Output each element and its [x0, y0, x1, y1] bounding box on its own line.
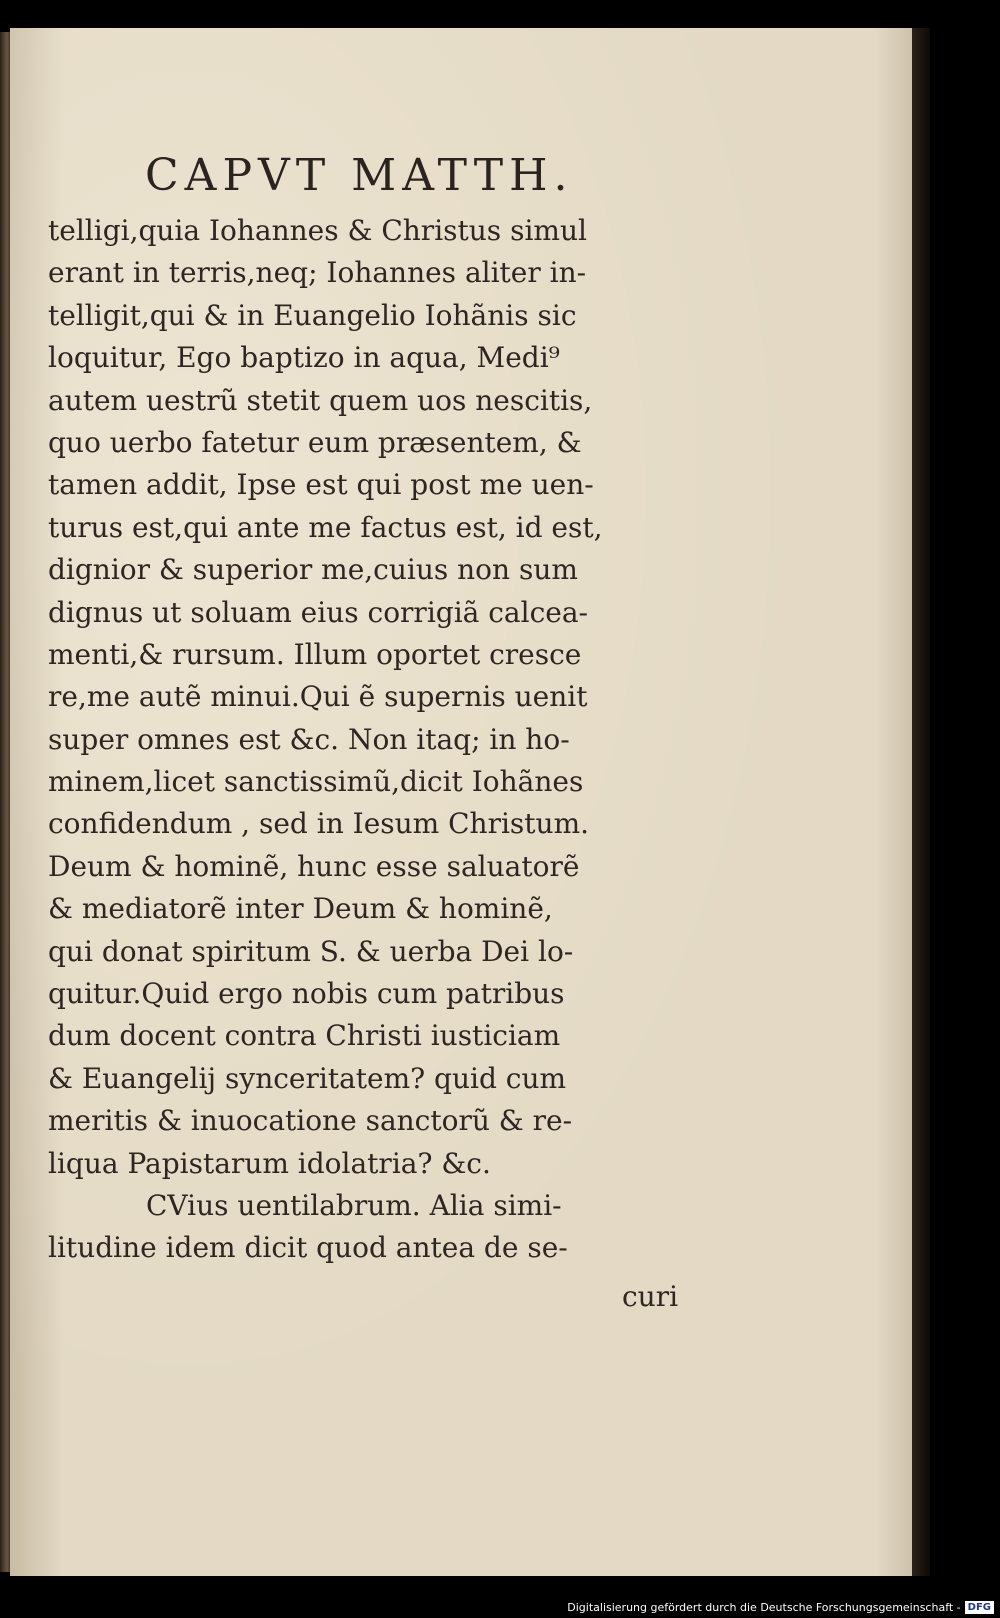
text-line: erant in terris,neq; Iohannes aliter in- — [48, 256, 587, 290]
running-head: CAPVT MATTH. — [145, 150, 574, 201]
text-line: dignior & superior me,cuius non sum — [48, 553, 578, 587]
text-line: loquitur, Ego baptizo in aqua, Medi⁹ — [48, 341, 560, 375]
text-line: qui donat spiritum S. & uerba Dei lo- — [48, 934, 574, 968]
text-line: liqua Papistarum idolatria? &c. — [48, 1146, 491, 1180]
text-line: dum docent contra Christi iusticiam — [48, 1019, 561, 1053]
text-line: quo uerbo fatetur eum præsentem, & — [48, 425, 582, 459]
dfg-logo: DFG — [965, 1601, 994, 1614]
text-line: quitur.Quid ergo nobis cum patribus — [48, 977, 565, 1011]
text-line: & Euangelij synceritatem? quid cum — [48, 1061, 567, 1095]
text-line: minem,licet sanctissimũ,dicit Iohãnes — [48, 765, 584, 799]
text-line: autem uestrũ stetit quem uos nescitis, — [48, 383, 593, 417]
digitization-credit — [567, 1601, 994, 1614]
text-line: meritis & inuocatione sanctorũ & re- — [48, 1104, 573, 1138]
text-line: Deum & hominẽ, hunc esse saluatorẽ — [48, 849, 580, 883]
body-text — [48, 210, 708, 1270]
text-line: confidendum , sed in Iesum Christum. — [48, 807, 590, 841]
text-line: & mediatorẽ inter Deum & hominẽ, — [48, 892, 553, 926]
text-line: litudine idem dicit quod antea de se- — [48, 1231, 568, 1265]
book-page — [10, 28, 912, 1576]
text-line: super omnes est &c. Non itaq; in ho- — [48, 722, 570, 756]
text-line: turus est,qui ante me factus est, id est, — [48, 510, 603, 544]
text-line: re,me autẽ minui.Qui ẽ supernis uenit — [48, 680, 588, 714]
text-line: telligit,qui & in Euangelio Iohãnis sic — [48, 298, 577, 332]
text-line: telligi,quia Iohannes & Christus simul — [48, 214, 587, 247]
text-line: CVius uentilabrum. Alia simi- — [146, 1188, 562, 1222]
text-line: dignus ut soluam eius corrigiã calcea- — [48, 595, 588, 629]
credit-text: Digitalisierung gefördert durch die Deutsche Forschungsgemeinschaft - — [567, 1601, 961, 1614]
page-fore-edge-shadow — [912, 28, 930, 1576]
catchword: curi — [622, 1280, 679, 1313]
text-line: menti,& rursum. Illum oportet cresce — [48, 637, 582, 671]
text-line: tamen addit, Ipse est qui post me uen- — [48, 468, 594, 502]
